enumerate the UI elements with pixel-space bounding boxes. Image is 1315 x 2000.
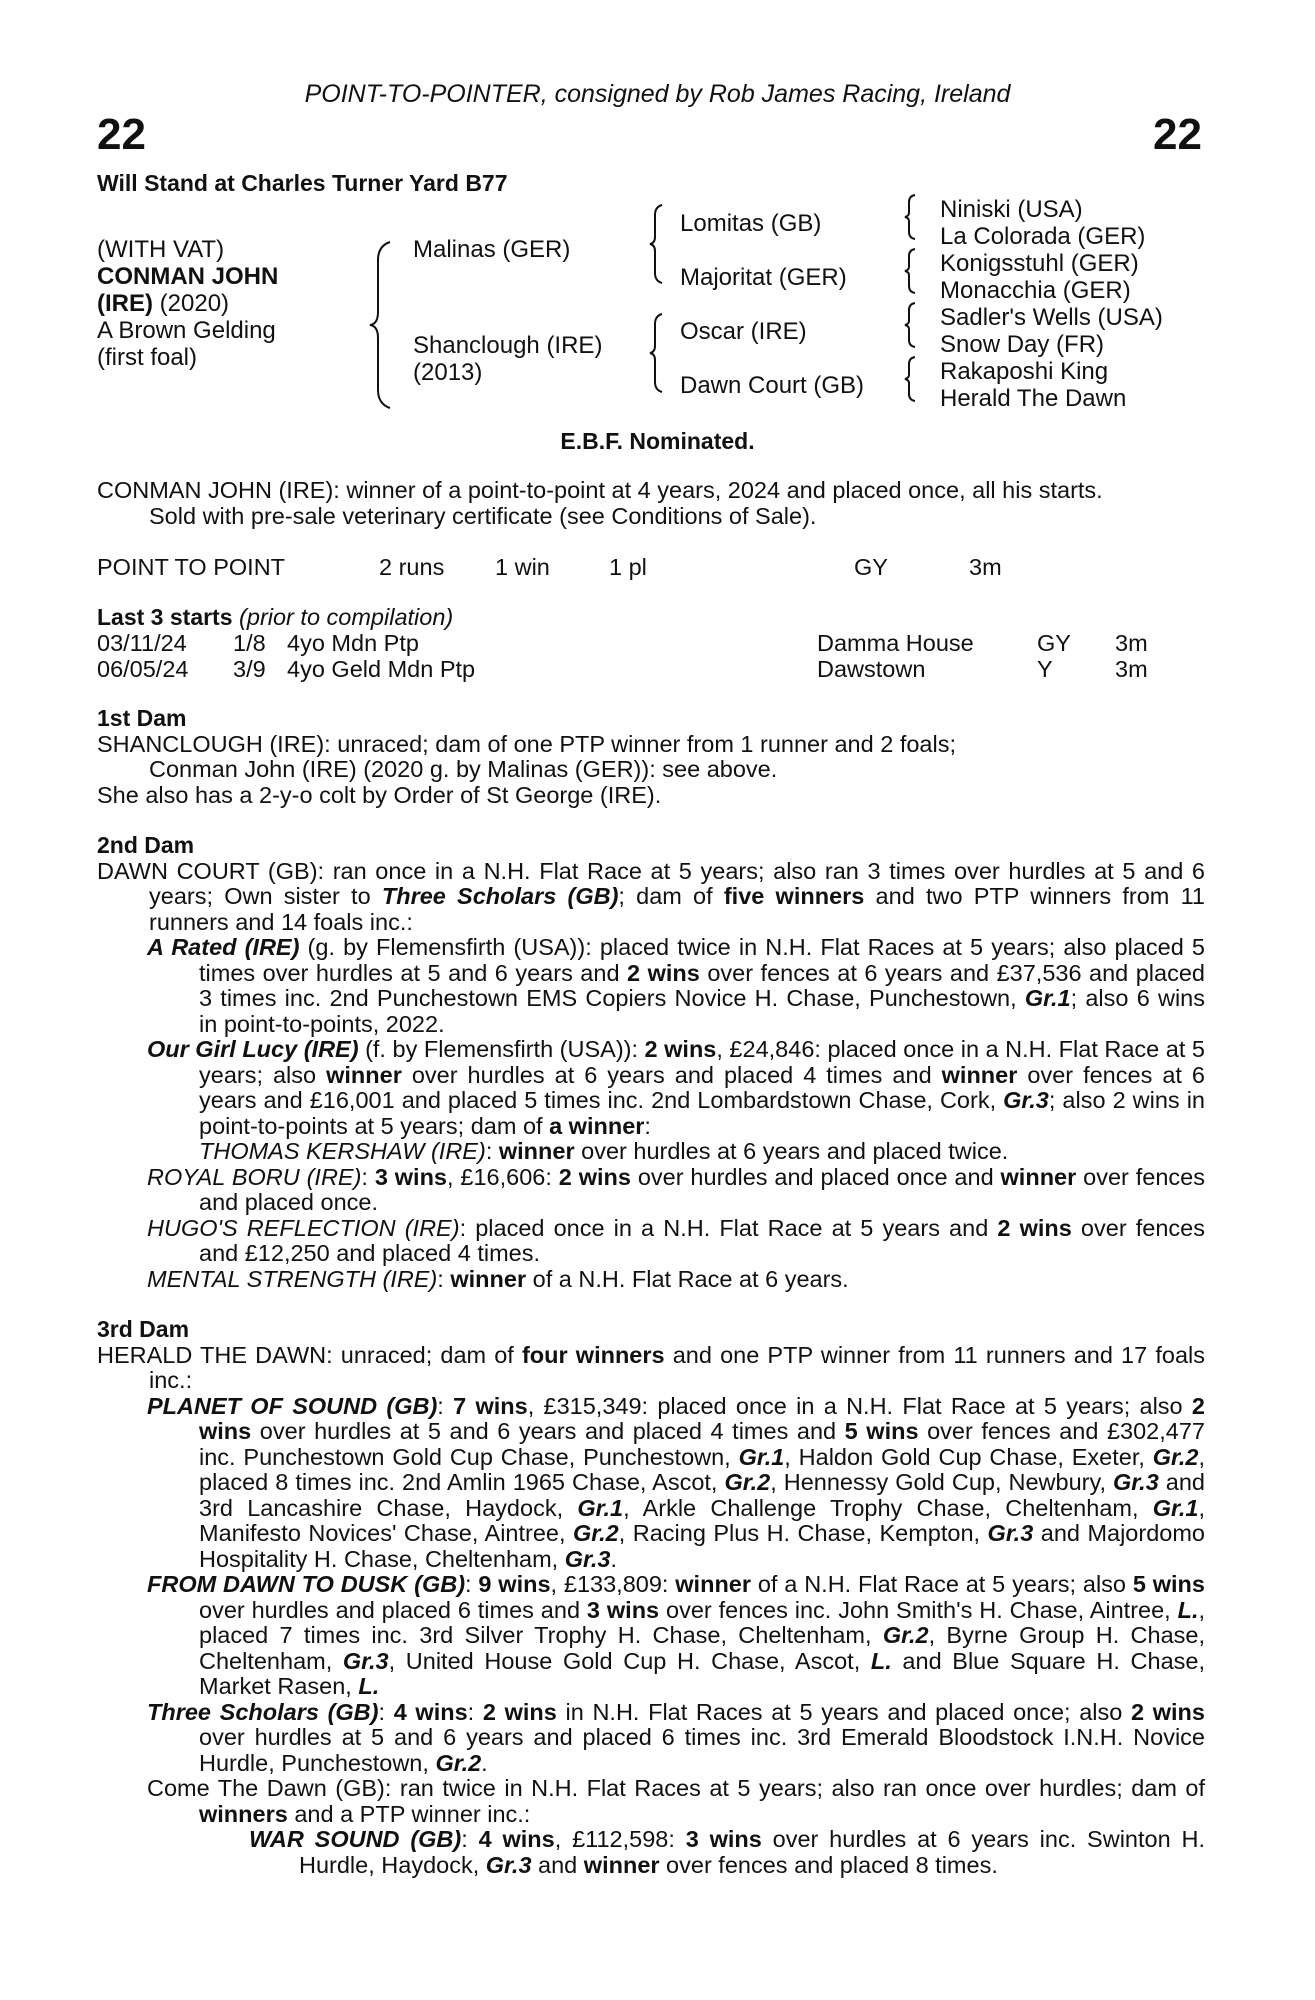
last-starts: [97, 605, 1205, 682]
g3-ancestor-6: Snow Day (FR): [940, 331, 1105, 358]
start-row: 03/11/24 1/8 4yo Mdn Ptp Damma House GY 3m: [97, 630, 1148, 656]
ptp-runs: 2 runs: [379, 554, 445, 580]
g3-ancestor-5: Sadler's Wells (USA): [940, 304, 1163, 331]
offspring-a-rated: A Rated (IRE) (g. by Flemensfirth (USA)): placed twice in N.H. Flat Races at 5 years; also placed 5 times over hurdles at 5 and 6 years and 2 wins over fences at 6 years and £37,536 and placed 3 times inc. 2nd Punchestown EMS Copiers Novice H. Chase, Punchestown, Gr.1; also 6 wins in point-to-points, 2022.: [147, 934, 1206, 1037]
ebf-nomination: E.B.F. Nominated.: [560, 428, 755, 454]
second-dam-heading: 2nd Dam: [97, 832, 195, 858]
g3-ancestor-1: Niniski (USA): [940, 196, 1083, 223]
third-dam-heading: 3rd Dam: [97, 1316, 190, 1342]
brace-sire: [648, 203, 668, 285]
brace-g3-3: [903, 301, 919, 349]
horse-description: A Brown Gelding: [97, 317, 276, 344]
offspring-royal-boru: ROYAL BORU (IRE): 3 wins, £16,606: 2 wins over hurdles and placed once and winner over fences and placed once.: [147, 1163, 1205, 1215]
brace-dam: [648, 312, 668, 394]
sire-dam-name: Majoritat (GER): [680, 264, 847, 291]
offspring-come-the-dawn: Come The Dawn (GB): ran twice in N.H. Flat Races at 5 years; also ran once over hurdles; dam of winners and a PTP winner inc.:: [147, 1775, 1205, 1827]
third-dam-section: [97, 1317, 1205, 1878]
dam-sire-name: Oscar (IRE): [680, 318, 807, 345]
offspring-three-scholars: Three Scholars (GB): 4 wins: 2 wins in N.H. Flat Races at 5 years and placed once; also 2 wins over hurdles at 5 and 6 years and placed 6 times inc. 3rd Emerald Bloodstock I.N.H. Novice Hurdle, Punchestown, Gr.2.: [147, 1698, 1205, 1776]
first-dam-section: 1st Dam SHANCLOUGH (IRE): unraced; dam of one PTP winner from 1 runner and 2 foals; Conman John (IRE) (2020 g. by Malinas (GER)): see above. She also has a 2-y-o colt by Order of St George (IRE).: [97, 706, 1205, 808]
offspring-our-girl-lucy: Our Girl Lucy (IRE) (f. by Flemensfirth (USA)): 2 wins, £24,846: placed once in a N.H. Flat Race at 5 years; also winner over hurdles at 6 years and placed 4 times and winner over fences at 6 years and £16,001 and placed 5 times inc. 2nd Lombardstown Chase, Cork, Gr.3; also 2 wins in point-to-points at 5 years; dam of a winner:: [147, 1036, 1205, 1139]
g3-ancestor-2: La Colorada (GER): [940, 223, 1146, 250]
sire-sire-name: Lomitas (GB): [680, 210, 822, 237]
start-row: 06/05/24 3/9 4yo Geld Mdn Ptp Dawstown Y 3m: [97, 655, 1148, 682]
g3-ancestor-8: Herald The Dawn: [940, 385, 1127, 412]
g3-ancestor-4: Monacchia (GER): [940, 277, 1131, 304]
g3-ancestor-3: Konigsstuhl (GER): [940, 250, 1139, 277]
ptp-placed: 1 pl: [609, 554, 647, 580]
brace-generation-1: [368, 240, 398, 410]
horse-origin-year: (IRE) (2020): [97, 290, 230, 317]
dam-dam-name: Dawn Court (GB): [680, 372, 865, 399]
offspring-war-sound: WAR SOUND (GB): 4 wins, £112,598: 3 wins over hurdles at 6 years inc. Swinton H. Hurdle, Haydock, Gr.3 and winner over fences and placed 8 times.: [249, 1826, 1205, 1878]
horse-name: CONMAN JOHN: [97, 263, 279, 290]
dam-year: (2013): [413, 359, 483, 386]
brace-g3-4: [903, 355, 919, 403]
offspring-from-dawn-to-dusk: FROM DAWN TO DUSK (GB): 9 wins, £133,809: winner of a N.H. Flat Race at 5 years; also 5 wins over hurdles and placed 6 times and 3 wins over fences inc. John Smith's H. Chase, Aintree, L., placed 7 times inc. 3rd Silver Trophy H. Chase, Cheltenham, Gr.2, Byrne Group H. Chase, Cheltenham, Gr.3, United House Gold Cup H. Chase, Ascot, L. and Blue Square H. Chase, Market Rasen, L.: [147, 1571, 1206, 1699]
consignment-line: POINT-TO-POINTER, consigned by Rob James Racing, Ireland: [304, 80, 1011, 108]
last-starts-heading: Last 3 starts (prior to compilation): [97, 604, 454, 630]
second-dam-section: [97, 833, 1205, 1292]
offspring-thomas-kershaw: THOMAS KERSHAW (IRE): winner over hurdles at 6 years and placed twice.: [199, 1138, 1009, 1164]
second-dam-intro: DAWN COURT (GB): ran once in a N.H. Flat Race at 5 years; also ran 3 times over hurdles at 5 and 6 years; Own sister to Three Scholars (GB); dam of five winners and two PTP winners from 11 runners and 14 foals inc.:: [97, 857, 1205, 935]
dam-name: Shanclough (IRE): [413, 332, 603, 359]
stand-location: Will Stand at Charles Turner Yard B77: [97, 170, 508, 196]
ptp-record: [97, 555, 1205, 581]
horse-identity: [97, 236, 278, 371]
lot-number-left: 22: [97, 110, 146, 159]
offspring-hugos-reflection: HUGO'S REFLECTION (IRE): placed once in a N.H. Flat Race at 5 years and 2 wins over fences and £12,250 and placed 4 times.: [147, 1214, 1205, 1266]
horse-summary: CONMAN JOHN (IRE): winner of a point-to-point at 4 years, 2024 and placed once, all his starts. Sold with pre-sale veterinary certificate (see Conditions of Sale).: [97, 477, 1103, 529]
brace-g3-2: [903, 247, 919, 295]
vat-note: (WITH VAT): [97, 236, 225, 263]
g3-ancestor-7: Rakaposhi King: [940, 358, 1109, 385]
third-dam-intro: HERALD THE DAWN: unraced; dam of four winners and one PTP winner from 11 runners and 17 foals inc.:: [97, 1341, 1205, 1393]
ptp-distance: 3m: [969, 554, 1002, 580]
ptp-label: POINT TO POINT: [97, 554, 286, 580]
foal-note: (first foal): [97, 344, 198, 371]
offspring-mental-strength: MENTAL STRENGTH (IRE): winner of a N.H. Flat Race at 6 years.: [147, 1265, 849, 1292]
brace-g3-1: [903, 193, 919, 241]
ptp-wins: 1 win: [495, 554, 550, 580]
offspring-planet-of-sound: PLANET OF SOUND (GB): 7 wins, £315,349: placed once in a N.H. Flat Race at 5 years; also 2 wins over hurdles at 5 and 6 years and placed 4 times and 5 wins over fences and £302,477 inc. Punchestown Gold Cup Chase, Punchestown, Gr.1, Haldon Gold Cup Chase, Exeter, Gr.2, placed 8 times inc. 2nd Amlin 1965 Chase, Ascot, Gr.2, Hennessy Gold Cup, Newbury, Gr.3 and 3rd Lancashire Chase, Haydock, Gr.1, Arkle Challenge Trophy Chase, Cheltenham, Gr.1, Manifesto Novices' Chase, Aintree, Gr.2, Racing Plus H. Chase, Kempton, Gr.3 and Majordomo Hospitality H. Chase, Cheltenham, Gr.3.: [147, 1392, 1206, 1572]
lot-number-right: 22: [1153, 110, 1202, 159]
ptp-going: GY: [854, 554, 888, 580]
sire-name: Malinas (GER): [413, 236, 571, 263]
first-dam-heading: 1st Dam: [97, 705, 187, 731]
